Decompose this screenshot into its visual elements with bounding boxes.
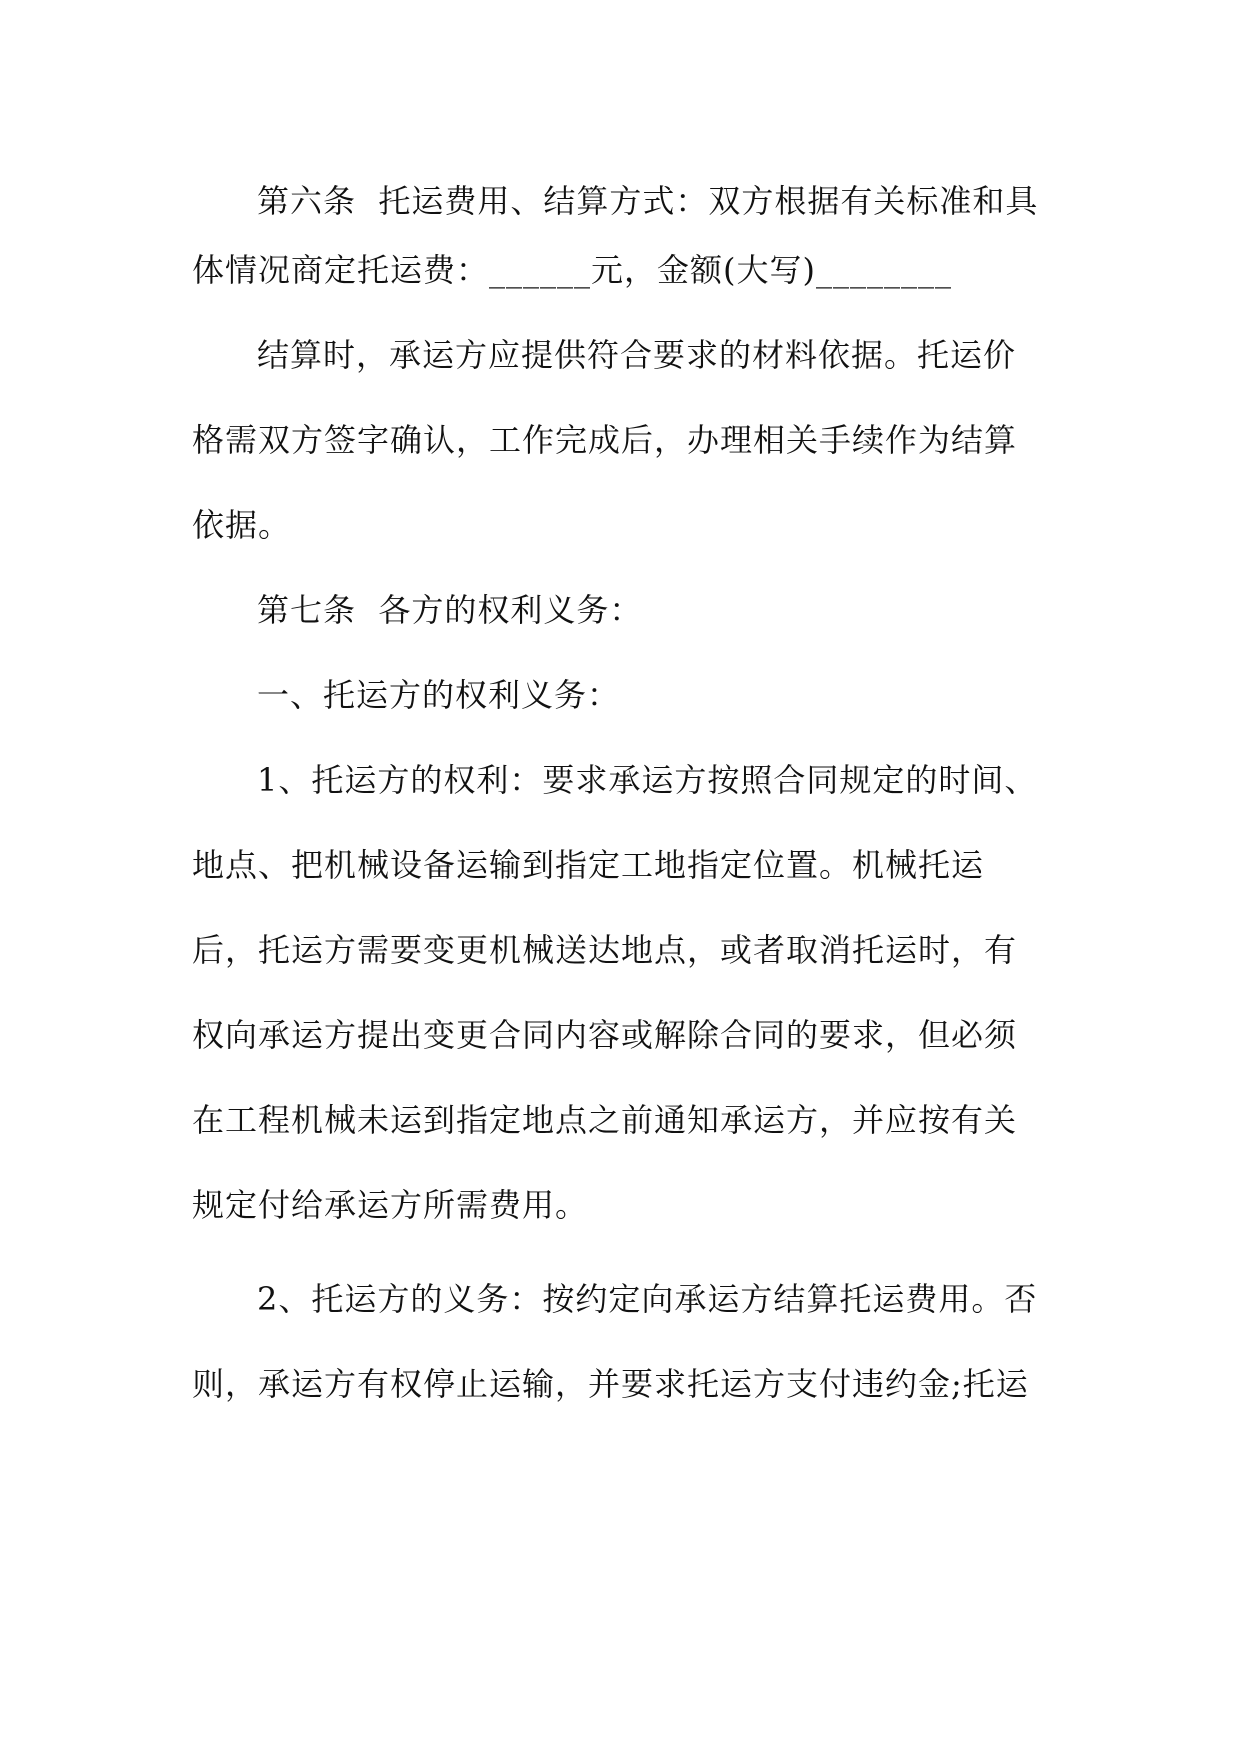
shipper-rights-line-6: 规定付给承运方所需费用。	[192, 1186, 589, 1224]
shipper-rights-line-4: 权向承运方提出变更合同内容或解除合同的要求，但必须	[192, 1016, 1018, 1054]
shipper-rights-line-3: 后，托运方需要变更机械送达地点，或者取消托运时，有	[192, 931, 1018, 969]
article-7-heading: 第七条 各方的权利义务：	[257, 591, 643, 629]
shipper-duties-line-1: 2、托运方的义务：按约定向承运方结算托运费用。否	[257, 1280, 1038, 1318]
shipper-rights-line-2: 地点、把机械设备运输到指定工地指定位置。机械托运	[192, 846, 985, 884]
shipper-rights-line-5: 在工程机械未运到指定地点之前通知承运方，并应按有关	[192, 1101, 1018, 1139]
shipper-duties-line-2: 则，承运方有权停止运输，并要求托运方支付违约金;托运	[192, 1365, 1029, 1403]
settlement-line-2: 格需双方签字确认，工作完成后，办理相关手续作为结算	[192, 421, 1018, 459]
article-6-fee-line: 体情况商定托运费：______元，金额(大写)________	[192, 251, 952, 289]
settlement-line-3: 依据。	[192, 506, 292, 544]
settlement-line-1: 结算时，承运方应提供符合要求的材料依据。托运价	[257, 336, 1017, 374]
article-6-heading-line: 第六条 托运费用、结算方式：双方根据有关标准和具	[257, 182, 1039, 220]
section-1-heading: 一、托运方的权利义务：	[257, 676, 621, 714]
shipper-rights-line-1: 1、托运方的权利：要求承运方按照合同规定的时间、	[257, 761, 1038, 799]
